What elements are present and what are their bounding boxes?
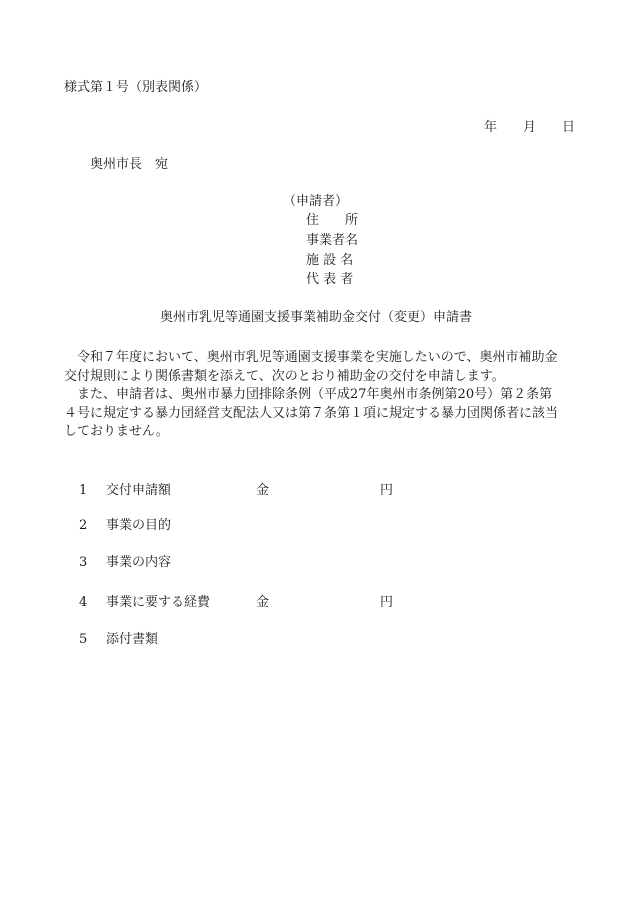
item-label: 交付申請額 — [106, 483, 172, 498]
addressee: 奥州市長 宛 — [90, 157, 169, 172]
amount-yen: 円 — [380, 483, 394, 498]
item-1 — [64, 483, 394, 498]
item-label: 事業の内容 — [106, 555, 172, 570]
item-label: 事業に要する経費 — [106, 595, 211, 610]
item-number: 5 — [79, 632, 88, 647]
document-title: 奥州市乳児等通園支援事業補助金交付（変更）申請書 — [159, 310, 472, 325]
date-line — [484, 121, 575, 134]
item-number: 1 — [79, 483, 88, 498]
date-month: 月 — [523, 120, 537, 135]
body-text — [64, 349, 564, 442]
item-3 — [64, 556, 171, 569]
paragraph-1: 令和７年度において、奥州市乳児等通園支援事業を実施したいので、奥州市補助金交付規則により関係書類を添えて、次のとおり補助金の交付を申請します。 — [64, 350, 558, 384]
date-day: 日 — [562, 120, 576, 135]
item-number: 4 — [79, 595, 88, 610]
item-label: 事業の目的 — [106, 518, 172, 533]
item-2 — [64, 519, 171, 532]
amount-yen: 円 — [380, 595, 394, 610]
applicant-business-name-label: 事業者名 — [306, 233, 359, 248]
paragraph-2: また、申請者は、奥州市暴力団排除条例（平成27年奥州市条例第20号）第２条第４号に規定する暴力団経営支配法人又は第７条第１項に規定する暴力団関係者に該当しておりません。 — [64, 387, 559, 439]
item-number: 2 — [79, 518, 88, 533]
date-year: 年 — [484, 120, 498, 135]
applicant-heading: （申請者） — [283, 194, 349, 209]
form-number: 様式第１号（別表関係） — [64, 80, 208, 95]
item-label: 添付書類 — [106, 632, 159, 647]
applicant-facility-name-label: 施 設 名 — [306, 253, 354, 268]
item-5 — [64, 633, 158, 646]
item-4 — [64, 595, 394, 610]
amount-kin: 金 — [256, 595, 270, 610]
amount-kin: 金 — [256, 483, 270, 498]
item-number: 3 — [79, 555, 88, 570]
applicant-representative-label: 代 表 者 — [306, 272, 354, 287]
applicant-address-label: 住 所 — [306, 213, 359, 228]
